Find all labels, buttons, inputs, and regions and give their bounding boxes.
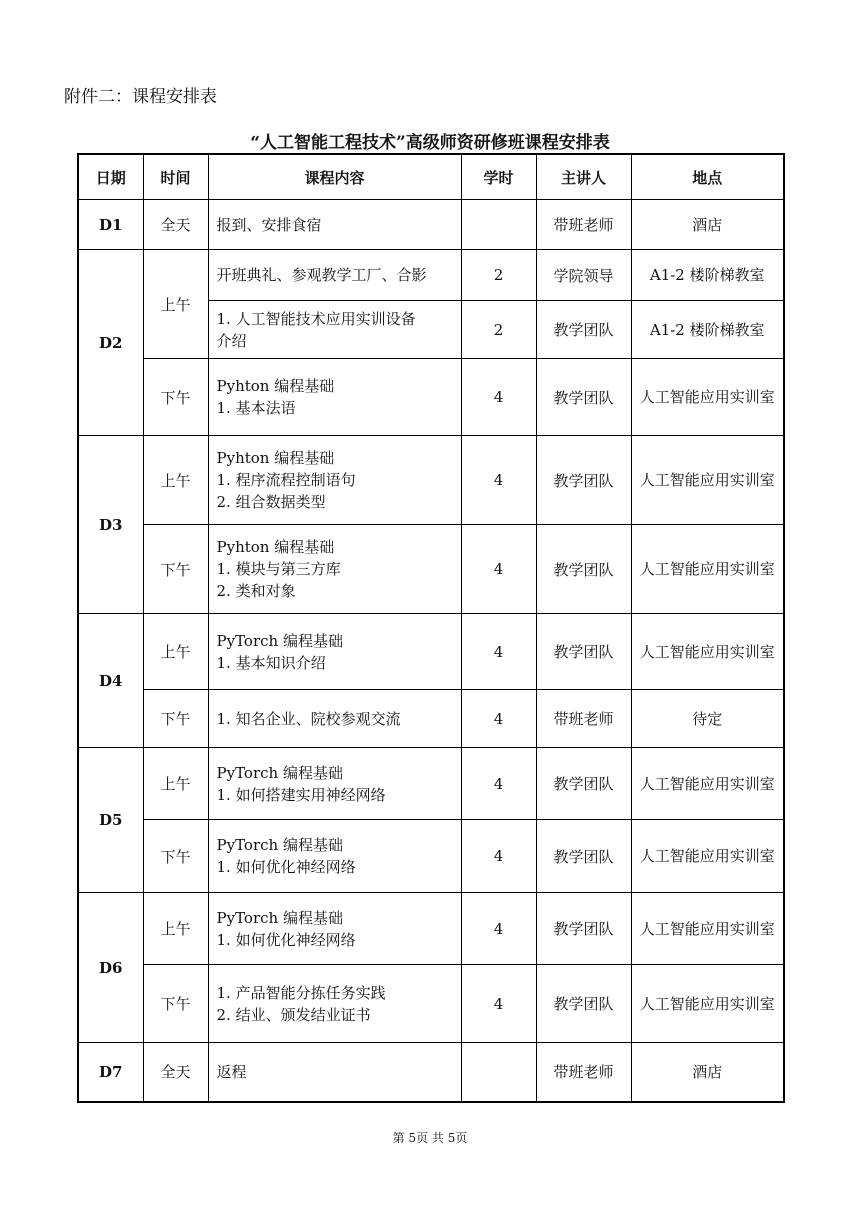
lecturer-cell: 学院领导 bbox=[536, 250, 631, 301]
location-cell: 酒店 bbox=[631, 200, 784, 250]
hours-cell bbox=[461, 200, 536, 250]
lecturer-cell: 教学团队 bbox=[536, 748, 631, 820]
content-line: 报到、安排食宿 bbox=[216, 215, 322, 234]
content-line: PyTorch 编程基础 bbox=[216, 836, 343, 854]
lecturer-cell: 带班老师 bbox=[536, 690, 631, 748]
content-cell bbox=[208, 200, 461, 250]
content-line: Pyhton 编程基础 bbox=[216, 377, 335, 395]
content-line: 1. 程序流程控制语句 bbox=[216, 471, 356, 489]
hours-cell: 4 bbox=[461, 965, 536, 1043]
hours-cell: 2 bbox=[461, 250, 536, 301]
location-cell: A1-2 楼阶梯教室 bbox=[631, 250, 784, 301]
time-cell: 上午 bbox=[143, 614, 208, 690]
table-row bbox=[78, 1043, 784, 1102]
table-row bbox=[78, 748, 784, 820]
hours-cell: 4 bbox=[461, 820, 536, 893]
content-cell bbox=[208, 893, 461, 965]
hours-cell: 4 bbox=[461, 893, 536, 965]
table-header-row bbox=[78, 154, 784, 200]
hours-cell: 2 bbox=[461, 301, 536, 359]
content-cell bbox=[208, 614, 461, 690]
content-cell bbox=[208, 748, 461, 820]
table-title: “人工智能工程技术”高级师资研修班课程安排表 bbox=[250, 133, 610, 153]
hours-cell bbox=[461, 1043, 536, 1102]
hours-cell: 4 bbox=[461, 436, 536, 525]
content-cell bbox=[208, 301, 461, 359]
hours-cell: 4 bbox=[461, 614, 536, 690]
time-cell: 下午 bbox=[143, 359, 208, 436]
table-row bbox=[78, 250, 784, 301]
content-cell bbox=[208, 690, 461, 748]
content-line: PyTorch 编程基础 bbox=[216, 763, 343, 782]
location-cell: 人工智能应用实训室 bbox=[631, 359, 784, 436]
table-row bbox=[78, 893, 784, 965]
lecturer-cell: 带班老师 bbox=[536, 1043, 631, 1102]
time-cell: 全天 bbox=[143, 1043, 208, 1102]
time-cell: 下午 bbox=[143, 525, 208, 614]
content-line: 介绍 bbox=[216, 331, 247, 350]
content-line: 2. 类和对象 bbox=[216, 582, 296, 600]
content-line: 1. 基本法语 bbox=[216, 399, 296, 417]
location-cell: 人工智能应用实训室 bbox=[631, 893, 784, 965]
lecturer-cell: 教学团队 bbox=[536, 965, 631, 1043]
hours-cell: 4 bbox=[461, 359, 536, 436]
content-cell bbox=[208, 436, 461, 525]
header-date: 日期 bbox=[78, 154, 143, 200]
table-row bbox=[78, 436, 784, 525]
header-location: 地点 bbox=[631, 154, 784, 200]
table-row bbox=[78, 525, 784, 614]
location-cell: 人工智能应用实训室 bbox=[631, 820, 784, 893]
lecturer-cell: 教学团队 bbox=[536, 614, 631, 690]
lecturer-cell: 教学团队 bbox=[536, 820, 631, 893]
day-cell: D7 bbox=[78, 1043, 143, 1102]
table-row bbox=[78, 200, 784, 250]
time-cell: 上午 bbox=[143, 436, 208, 525]
content-line: Pyhton 编程基础 bbox=[216, 449, 335, 467]
content-line: 2. 结业、颁发结业证书 bbox=[216, 1005, 371, 1024]
content-cell bbox=[208, 820, 461, 893]
time-cell: 下午 bbox=[143, 820, 208, 893]
day-cell: D5 bbox=[78, 748, 143, 893]
hours-cell: 4 bbox=[461, 748, 536, 820]
content-cell bbox=[208, 1043, 461, 1102]
time-cell: 上午 bbox=[143, 748, 208, 820]
day-cell: D1 bbox=[78, 200, 143, 250]
time-cell: 全天 bbox=[143, 200, 208, 250]
lecturer-cell: 教学团队 bbox=[536, 893, 631, 965]
schedule-table bbox=[77, 153, 785, 1103]
content-line: Pyhton 编程基础 bbox=[216, 538, 335, 556]
location-cell: 人工智能应用实训室 bbox=[631, 614, 784, 690]
content-line: 2. 组合数据类型 bbox=[216, 493, 326, 511]
location-cell: 人工智能应用实训室 bbox=[631, 965, 784, 1043]
lecturer-cell: 教学团队 bbox=[536, 525, 631, 614]
header-time: 时间 bbox=[143, 154, 208, 200]
content-cell bbox=[208, 965, 461, 1043]
content-cell bbox=[208, 250, 461, 301]
lecturer-cell: 教学团队 bbox=[536, 436, 631, 525]
content-line: 1. 如何搭建实用神经网络 bbox=[216, 785, 386, 804]
table-row bbox=[78, 359, 784, 436]
table-row bbox=[78, 690, 784, 748]
content-line: 1. 产品智能分拣任务实践 bbox=[216, 983, 386, 1002]
hours-cell: 4 bbox=[461, 525, 536, 614]
lecturer-cell: 教学团队 bbox=[536, 359, 631, 436]
location-cell: 待定 bbox=[631, 690, 784, 748]
content-line: PyTorch 编程基础 bbox=[216, 631, 343, 650]
content-line: 1. 如何优化神经网络 bbox=[216, 858, 356, 876]
header-lecturer: 主讲人 bbox=[536, 154, 631, 200]
attachment-label: 附件二：课程安排表 bbox=[64, 87, 217, 107]
content-line: 1. 如何优化神经网络 bbox=[216, 930, 356, 949]
content-cell bbox=[208, 359, 461, 436]
lecturer-cell: 教学团队 bbox=[536, 301, 631, 359]
header-content: 课程内容 bbox=[208, 154, 461, 200]
location-cell: 人工智能应用实训室 bbox=[631, 748, 784, 820]
location-cell: 酒店 bbox=[631, 1043, 784, 1102]
content-line: 1. 知名企业、院校参观交流 bbox=[216, 709, 401, 728]
content-cell bbox=[208, 525, 461, 614]
content-line: 返程 bbox=[216, 1062, 247, 1081]
content-line: 1. 模块与第三方库 bbox=[216, 560, 341, 578]
time-cell: 下午 bbox=[143, 690, 208, 748]
location-cell: 人工智能应用实训室 bbox=[631, 525, 784, 614]
day-cell: D3 bbox=[78, 436, 143, 614]
location-cell: A1-2 楼阶梯教室 bbox=[631, 301, 784, 359]
day-cell: D6 bbox=[78, 893, 143, 1043]
lecturer-cell: 带班老师 bbox=[536, 200, 631, 250]
time-cell: 上午 bbox=[143, 893, 208, 965]
hours-cell: 4 bbox=[461, 690, 536, 748]
table-row bbox=[78, 965, 784, 1043]
header-hours: 学时 bbox=[461, 154, 536, 200]
content-line: 1. 基本知识介绍 bbox=[216, 653, 326, 672]
day-cell: D4 bbox=[78, 614, 143, 748]
content-line: 1. 人工智能技术应用实训设备 bbox=[216, 309, 416, 328]
table-row bbox=[78, 820, 784, 893]
page-footer: 第 5页 共 5页 bbox=[392, 1131, 468, 1145]
content-line: PyTorch 编程基础 bbox=[216, 908, 343, 927]
content-line: 开班典礼、参观教学工厂、合影 bbox=[216, 266, 427, 284]
day-cell: D2 bbox=[78, 250, 143, 436]
location-cell: 人工智能应用实训室 bbox=[631, 436, 784, 525]
table-row bbox=[78, 614, 784, 690]
time-cell: 下午 bbox=[143, 965, 208, 1043]
time-cell: 上午 bbox=[143, 250, 208, 359]
